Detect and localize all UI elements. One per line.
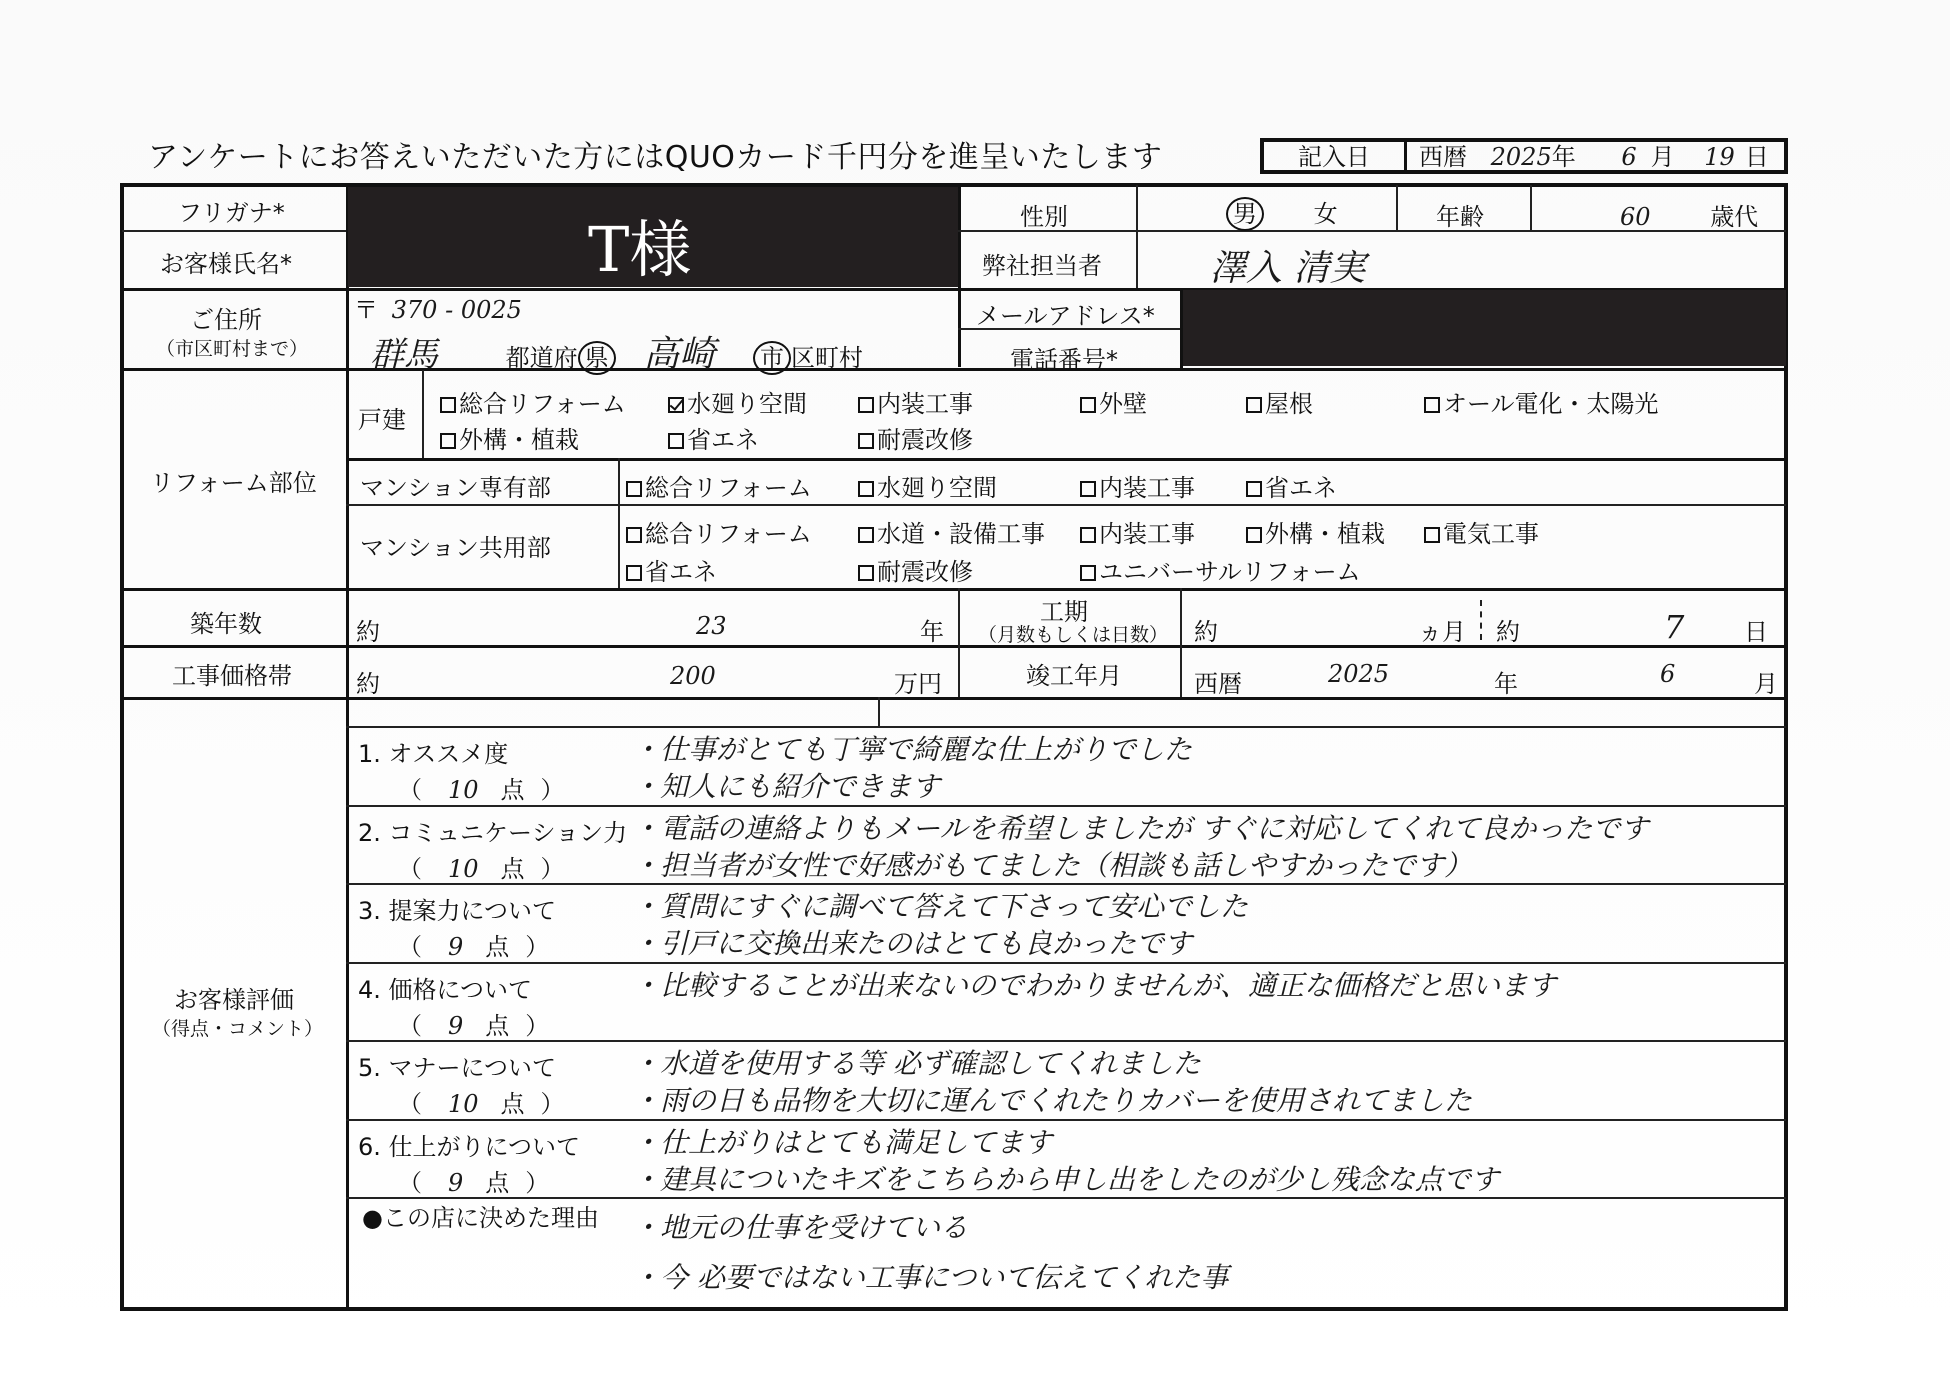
checkbox-icon[interactable] [440, 397, 456, 413]
price-unit: 万円 [894, 670, 942, 698]
postal-mark: 〒 [354, 296, 378, 324]
checkbox-icon[interactable] [626, 527, 642, 543]
condo-common-option[interactable] [1246, 514, 1385, 549]
period-months-approx: 約 [1194, 618, 1218, 646]
evaluation-item-title: 6. 仕上がりについて [358, 1132, 581, 1161]
evaluation-item-title: 2. コミュニケーション力 [358, 818, 628, 847]
prefecture-circle: 県 [578, 341, 616, 375]
postal-code-field[interactable] [354, 290, 522, 325]
option-label: 総合リフォーム [645, 520, 812, 548]
paren: （ [398, 1090, 422, 1118]
checkbox-icon[interactable] [858, 433, 874, 449]
completion-era: 西暦 [1194, 670, 1242, 698]
house-option[interactable] [858, 420, 973, 455]
divider [878, 697, 880, 726]
condo-common-option[interactable] [1080, 552, 1361, 587]
option-label: 水道・設備工事 [877, 520, 1045, 548]
option-label: 外構・植栽 [1265, 520, 1385, 548]
option-label: 屋根 [1265, 390, 1313, 418]
city-value: 高崎 [643, 334, 716, 375]
evaluation-score[interactable] [398, 1006, 549, 1041]
evaluation-score[interactable] [398, 770, 565, 805]
entry-date-value[interactable] [1407, 142, 1784, 170]
option-label: 省エネ [687, 426, 759, 454]
checkbox-icon[interactable] [668, 397, 684, 413]
condo-common-label: マンション共用部 [360, 534, 551, 562]
option-label: ユニバーサルリフォーム [1099, 558, 1361, 586]
checkbox-icon[interactable] [1246, 527, 1262, 543]
evaluation-comment[interactable]: ・仕事がとても丁寧で綺麗な仕上がりでした [632, 733, 1193, 766]
period-days-value[interactable]: 7 [1664, 608, 1685, 646]
date-year-unit: 年 [1551, 143, 1576, 171]
paren: （ [398, 854, 422, 883]
house-label: 戸建 [358, 406, 406, 434]
postal-code-value: 370 - 0025 [391, 296, 522, 324]
evaluation-score-value: 10 [448, 776, 479, 804]
divider [1180, 588, 1182, 697]
option-label: 内装工事 [1099, 520, 1195, 548]
divider [958, 185, 961, 367]
evaluation-score[interactable] [398, 1084, 565, 1119]
evaluation-item-title: 1. オススメ度 [358, 740, 509, 768]
divider [1396, 185, 1398, 230]
prefecture-unit: 都道府 [505, 344, 578, 372]
paren: ） [525, 1168, 550, 1197]
phone-label: 電話番号* [1010, 346, 1118, 374]
condo-common-option[interactable] [858, 552, 973, 587]
paren: （ [398, 776, 422, 804]
customer-name-value: T様 [588, 213, 692, 286]
divider [122, 230, 346, 232]
age-value[interactable]: 60 [1620, 203, 1651, 231]
date-day-unit: 日 [1744, 143, 1769, 171]
evaluation-score-unit: 点 [500, 1090, 525, 1118]
furigana-label: フリガナ* [178, 199, 285, 227]
condo-private-option[interactable] [858, 468, 997, 503]
city-unit: 区町村 [790, 344, 863, 372]
reform-label: リフォーム部位 [150, 469, 317, 497]
period-days-approx: 約 [1496, 618, 1520, 646]
gender-label: 性別 [1020, 203, 1068, 231]
house-option[interactable] [858, 384, 973, 419]
house-option[interactable] [440, 420, 579, 455]
option-label: オール電化・太陽光 [1443, 390, 1659, 418]
checkbox-icon[interactable] [626, 565, 642, 581]
price-label: 工事価格帯 [172, 662, 292, 690]
quo-card-notice: アンケートにお答えいただいた方にはQUOカード千円分を進呈いたします [148, 140, 1163, 175]
checkbox-icon[interactable] [1080, 481, 1096, 497]
city-circle: 市 [753, 341, 791, 375]
house-option[interactable] [1080, 384, 1147, 419]
paren: ） [540, 1090, 565, 1118]
evaluation-item-title: 3. 提案力について [358, 897, 557, 925]
option-label: 水廻り空間 [877, 474, 997, 502]
gender-male-option[interactable]: 男 [1226, 197, 1264, 231]
entry-date-label: 記入日 [1264, 142, 1407, 170]
evaluation-score-value: 10 [448, 1090, 479, 1118]
address-field[interactable] [370, 326, 863, 377]
evaluation-comment[interactable]: ・比較することが出来ないのでわかりませんが、適正な価格だと思います [632, 968, 1557, 1002]
building-age-approx: 約 [356, 618, 380, 646]
condo-private-option[interactable] [626, 468, 812, 503]
entry-date-box [1260, 138, 1788, 174]
divider [1136, 185, 1138, 288]
option-label: 省エネ [645, 558, 717, 586]
reason-title: ●この店に決めた理由 [362, 1204, 599, 1232]
gender-options[interactable] [1226, 194, 1338, 231]
evaluation-comment[interactable]: ・担当者が女性で好感がもてました（相談も話しやすかったです） [632, 848, 1473, 882]
checkbox-icon[interactable] [858, 397, 874, 413]
evaluation-comment[interactable]: ・質問にすぐに調べて答えて下さって安心でした [632, 890, 1249, 923]
customer-name-label: お客様氏名* [160, 250, 292, 278]
staff-value[interactable]: 澤入 清実 [1210, 248, 1366, 289]
option-label: 総合リフォーム [645, 474, 812, 502]
checkbox-icon[interactable] [440, 433, 456, 449]
condo-common-option[interactable] [626, 552, 717, 587]
divider [958, 588, 960, 697]
paren: ） [540, 854, 565, 883]
building-age-unit: 年 [920, 618, 944, 646]
checkbox-icon[interactable] [668, 433, 684, 449]
reason-line-2[interactable]: ・今 必要ではない工事について伝えてくれた事 [632, 1261, 1229, 1294]
evaluation-comment[interactable]: ・水道を使用する等 必ず確認してくれました [632, 1047, 1201, 1080]
house-option[interactable] [1424, 384, 1659, 419]
evaluation-label: お客様評価 [174, 986, 294, 1014]
building-age-label: 築年数 [190, 610, 262, 638]
completion-year[interactable]: 2025 [1328, 660, 1390, 688]
address-sublabel: （市区町村まで） [156, 338, 309, 360]
condo-common-option[interactable] [1080, 514, 1195, 549]
evaluation-comment[interactable]: ・知人にも紹介できます [632, 770, 941, 803]
period-months-unit: ヵ月 [1418, 618, 1466, 646]
checkbox-icon[interactable] [1080, 527, 1096, 543]
email-phone-field[interactable] [1183, 290, 1786, 366]
evaluation-score-value: 9 [448, 1011, 464, 1040]
option-label: 内装工事 [1099, 474, 1195, 502]
period-label: 工期 [1040, 598, 1088, 626]
date-year: 2025 [1490, 143, 1552, 171]
option-label: 内装工事 [877, 390, 973, 418]
evaluation-sublabel: （得点・コメント） [152, 1018, 324, 1040]
price-approx: 約 [356, 670, 380, 698]
option-label: 省エネ [1265, 474, 1337, 502]
completion-label: 竣工年月 [1026, 662, 1122, 690]
evaluation-score-unit: 点 [485, 1011, 510, 1040]
evaluation-score[interactable] [398, 1163, 549, 1198]
condo-common-option[interactable] [626, 514, 812, 549]
evaluation-comment[interactable]: ・雨の日も品物を大切に運んでくれたりカバーを使用されてました [632, 1084, 1473, 1117]
prefecture-value: 群馬 [370, 335, 438, 375]
option-label: 外構・植栽 [459, 426, 579, 454]
completion-year-unit: 年 [1494, 670, 1518, 698]
date-month-unit: 月 [1650, 143, 1675, 171]
completion-month-unit: 月 [1754, 670, 1778, 698]
condo-common-option[interactable] [1424, 514, 1539, 549]
house-option[interactable] [668, 420, 759, 455]
checkbox-icon[interactable] [1080, 397, 1096, 413]
checkbox-icon[interactable] [1424, 397, 1440, 413]
reason-line-1[interactable]: ・地元の仕事を受けている [632, 1211, 969, 1244]
checkbox-icon[interactable] [626, 481, 642, 497]
gender-female-option[interactable]: 女 [1313, 200, 1338, 228]
checkbox-icon[interactable] [1246, 481, 1262, 497]
address-label: ご住所 [190, 306, 262, 334]
age-label: 年齢 [1436, 203, 1484, 231]
checkbox-icon[interactable] [858, 481, 874, 497]
divider [346, 504, 1786, 506]
option-label: 水廻り空間 [687, 390, 807, 418]
checkbox-icon[interactable] [858, 565, 874, 581]
checkbox-icon[interactable] [1424, 527, 1440, 543]
completion-month[interactable]: 6 [1660, 660, 1676, 688]
divider [422, 370, 424, 458]
paren: ） [525, 933, 550, 961]
option-label: 外壁 [1099, 390, 1147, 418]
evaluation-comment[interactable]: ・電話の連絡よりもメールを希望しましたが すぐに対応してくれて良かったです [632, 811, 1649, 845]
condo-private-option[interactable] [1080, 468, 1195, 503]
evaluation-score-unit: 点 [500, 776, 525, 804]
evaluation-score[interactable] [398, 927, 549, 962]
evaluation-score-value: 9 [448, 933, 464, 961]
evaluation-score-unit: 点 [485, 933, 510, 961]
evaluation-comment[interactable]: ・建具についたキズをこちらから申し出をしたのが少し残念な点です [632, 1162, 1499, 1196]
divider [618, 458, 620, 588]
divider [346, 458, 1786, 461]
evaluation-comment[interactable]: ・仕上がりはとても満足してます [632, 1125, 1053, 1159]
evaluation-score-unit: 点 [485, 1168, 510, 1197]
period-sublabel: （月数もしくは日数） [978, 624, 1169, 646]
condo-common-option[interactable] [858, 514, 1045, 549]
checkbox-icon[interactable] [858, 527, 874, 543]
staff-label: 弊社担当者 [982, 252, 1102, 280]
paren: （ [398, 1011, 422, 1040]
age-unit: 歳代 [1710, 203, 1759, 231]
building-age-value[interactable]: 23 [696, 612, 727, 640]
evaluation-item-title: 5. マナーについて [358, 1054, 557, 1082]
evaluation-item-title: 4. 価格について [358, 975, 533, 1004]
divider [1530, 185, 1532, 230]
checkbox-icon[interactable] [1246, 397, 1262, 413]
paren: （ [398, 1168, 422, 1197]
price-value[interactable]: 200 [670, 662, 716, 690]
checkbox-icon[interactable] [1080, 565, 1096, 581]
option-label: 耐震改修 [877, 426, 973, 454]
date-day: 19 [1704, 143, 1735, 171]
label-column-divider [346, 185, 349, 1309]
date-month: 6 [1621, 143, 1637, 171]
paren: ） [525, 1011, 550, 1040]
option-label: 耐震改修 [877, 558, 973, 586]
divider [122, 588, 1786, 591]
evaluation-score-value: 10 [448, 854, 479, 883]
option-label: 総合リフォーム [459, 390, 626, 418]
evaluation-score-value: 9 [448, 1168, 464, 1197]
house-option[interactable] [1246, 384, 1313, 419]
email-label: メールアドレス* [976, 302, 1155, 330]
date-era: 西暦 [1419, 143, 1467, 171]
condo-private-option[interactable] [1246, 468, 1337, 503]
option-label: 電気工事 [1443, 520, 1539, 548]
paren: ） [540, 776, 565, 804]
divider [1480, 600, 1482, 640]
house-option[interactable] [440, 384, 626, 419]
evaluation-comment[interactable]: ・引戸に交換出来たのはとても良かったです [632, 927, 1193, 960]
paren: （ [398, 933, 422, 961]
evaluation-score[interactable] [398, 849, 565, 884]
period-days-unit: 日 [1744, 618, 1768, 646]
evaluation-score-unit: 点 [500, 854, 525, 883]
house-option[interactable] [668, 384, 807, 419]
condo-private-label: マンション専有部 [360, 474, 551, 502]
